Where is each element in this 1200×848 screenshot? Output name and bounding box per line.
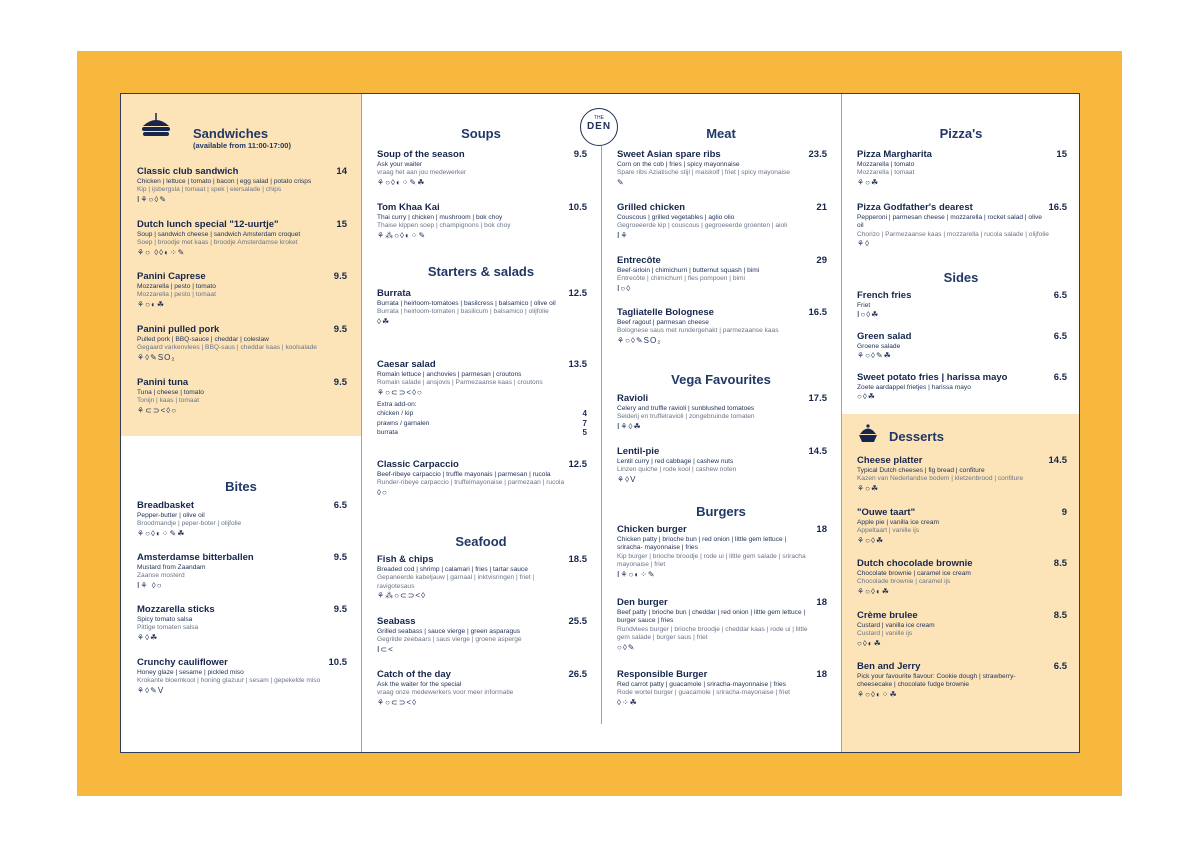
item-description-dutch: Soep | broodje met kaas | broodje Amsterdamse kroket — [137, 239, 298, 247]
item-description: Soup | sandwich cheese | sandwich Amsterdam croquet — [137, 231, 301, 238]
item-name: Tagliatelle Bolognese — [617, 307, 714, 318]
item-name: Den burger — [617, 597, 668, 608]
item-price: 12.5 — [568, 459, 587, 470]
menu-item — [617, 149, 827, 188]
item-price: 14 — [336, 166, 347, 177]
seafood-title: Seafood — [455, 534, 507, 549]
desserts-title: Desserts — [889, 429, 944, 444]
menu-item — [857, 610, 1067, 649]
item-name: Grilled chicken — [617, 202, 686, 213]
item-description: Mustard from Zaandam — [137, 564, 206, 571]
item-price: 8.5 — [1053, 610, 1067, 621]
item-name: Dutch lunch special "12-uurtje" — [137, 219, 279, 230]
item-price: 14.5 — [1048, 455, 1067, 466]
allergen-icons: ⚘○⊂⊃<◊ — [377, 697, 418, 707]
allergen-icons: ⚘○◊◐⁘✎☘ — [137, 528, 186, 538]
item-price: 14.5 — [808, 446, 827, 457]
item-description: Beef-sirloin | chimichurri | butternut squash | bimi — [617, 267, 760, 274]
item-description-dutch: Gegrilde zeebaars | saus vierge | groene asperge — [377, 636, 522, 644]
allergen-icons: ⚘○◊◐⁘✎☘ — [377, 177, 426, 187]
item-name: Seabass — [377, 616, 416, 627]
item-description: Couscous | grilled vegetables | aglio olio — [617, 214, 735, 221]
menu-item — [137, 377, 347, 416]
item-description: Romain lettuce | anchovies | parmesan | croutons — [377, 371, 522, 378]
allergen-icons: ○◊☘ — [857, 392, 876, 402]
item-name: Tom Khaa Kai — [377, 202, 440, 213]
item-price: 18 — [816, 597, 827, 608]
item-name: Burrata — [377, 288, 411, 299]
item-description: Grilled seabass | sauce vierge | green asparagus — [377, 628, 521, 635]
addon-row — [377, 409, 587, 418]
allergen-icons: ⚘○◐☘ — [137, 299, 166, 309]
item-description-dutch: Kip | ijsbergsla | tomaat | spek | eiersalade | chips — [137, 186, 282, 194]
allergen-icons: ⚘◊V — [617, 474, 637, 484]
allergen-icons: ⚘⁂○◊◐⁘✎ — [377, 230, 427, 240]
column-sandwiches-bites — [121, 94, 361, 752]
logo-main-text: DEN — [586, 121, 612, 132]
menu-item — [617, 393, 827, 432]
item-price: 25.5 — [568, 616, 587, 627]
menu-item — [377, 149, 587, 188]
addon-name: burrata — [377, 429, 398, 437]
item-price: 17.5 — [808, 393, 827, 404]
item-name: Panini Caprese — [137, 271, 206, 282]
allergen-icons: Ⅰ⊂< — [377, 644, 394, 654]
logo-small-text: THE — [594, 115, 604, 121]
item-description-dutch: Spare ribs Aziatische stijl | maiskolf | friet | spicy mayonaise — [617, 169, 790, 177]
item-description-dutch: Rundvlees burger | brioche broodje | cheddar kaas | rode ui | little gem salade | burger saus | friet — [617, 625, 808, 642]
item-name: Breadbasket — [137, 500, 195, 511]
item-price: 12.5 — [568, 288, 587, 299]
menu-item — [617, 446, 827, 485]
allergen-icons: ✎ — [617, 177, 625, 187]
item-price: 6.5 — [1053, 661, 1067, 672]
allergen-icons: ○◊◐☘ — [857, 638, 882, 648]
item-description-dutch: Bolognese saus met rundergehakt | parmezaanse kaas — [617, 327, 779, 335]
item-description-dutch: Linzen quiche | rode kool | cashew noten — [617, 466, 737, 474]
item-description-dutch: Rode wortel burger | guacamole | sriracha-mayonaise | friet — [617, 689, 790, 697]
item-name: Pizza Margharita — [857, 149, 932, 160]
item-description-dutch: Runder-ribeye carpaccio | truffelmayonaise | parmezaan | rucola — [377, 479, 565, 487]
item-price: 13.5 — [568, 359, 587, 370]
sandwiches-title: Sandwiches — [193, 126, 269, 141]
item-description: Pick your favourite flavour: Cookie dough | strawberry-cheesecake | chocolate fudge brownie — [857, 673, 1016, 689]
item-price: 9.5 — [573, 149, 587, 160]
item-description-dutch: Gegaard varkenvlees | BBQ-saus | cheddar kaas | koolsalade — [137, 344, 317, 352]
menu-item — [377, 202, 587, 241]
menu-item — [377, 669, 587, 708]
allergen-icons: ⚘⁂○⊂⊃<◊ — [377, 591, 427, 601]
allergen-icons: Ⅰ⚘ — [617, 230, 629, 240]
menu-item — [857, 661, 1067, 700]
item-name: "Ouwe taart" — [857, 507, 916, 518]
item-name: Entrecôte — [617, 255, 661, 266]
allergen-icons: ⚘◊✎V — [137, 685, 165, 695]
item-description-dutch: Gegroeeerde kip | couscous | gegroeeerde groenten | aioli — [617, 222, 788, 230]
item-name: Chicken burger — [617, 524, 687, 535]
meat-title: Meat — [706, 126, 736, 141]
item-description: Mozzarella | pesto | tomato — [137, 283, 216, 290]
addon-row — [377, 428, 587, 437]
menu-item — [137, 219, 347, 258]
menu-item — [377, 554, 587, 601]
item-description-dutch: Custard | vanille ijs — [857, 630, 913, 638]
item-name: Sweet Asian spare ribs — [617, 149, 721, 160]
item-description: Chocolate brownie | caramel ice cream — [857, 570, 971, 577]
allergen-icons: Ⅰ⚘○◐⁘✎ — [617, 569, 656, 579]
menu-item — [857, 558, 1067, 597]
allergen-icons: ◊☘ — [377, 316, 391, 326]
item-description-dutch: Entrecôte | chimichurri | fles pompoen | bimi — [617, 275, 745, 283]
menu-item — [137, 500, 347, 539]
sandwiches-subtitle: (available from 11:00-17:00) — [193, 141, 291, 150]
item-description: Breaded cod | shrimp | calamari | fries | tartar sauce — [377, 566, 528, 573]
item-name: Pizza Godfather's dearest — [857, 202, 973, 213]
menu-item — [137, 271, 347, 310]
column-pizzas-sides-desserts — [841, 94, 1080, 752]
item-name: Sweet potato fries | harissa mayo — [857, 372, 1008, 383]
item-description-dutch: vraag onze medewerkers voor meer informatie — [377, 689, 514, 697]
item-name: Responsible Burger — [617, 669, 708, 680]
item-description: Beef-ribeye carpaccio | truffle mayonais | parmesan | rucola — [377, 471, 551, 478]
item-description-dutch: Selderij en truffelravioli | zongebruinde tomaten — [617, 413, 755, 421]
item-description: Red carrot patty | guacamole | sriracha-mayonnaise | fries — [617, 681, 786, 688]
menu-item — [137, 604, 347, 643]
item-description-dutch: Kazen van Nederlandse bodem | kletzenbrood | confiture — [857, 475, 1024, 483]
menu-item — [137, 657, 347, 696]
item-description: Pulled pork | BBQ-sauce | cheddar | coleslaw — [137, 336, 269, 343]
item-description: Honey glaze | sesame | pickled miso — [137, 669, 244, 676]
dessert-icon — [857, 424, 879, 444]
item-name: Catch of the day — [377, 669, 451, 680]
item-description: Celery and truffle ravioli | sunblushed tomatoes — [617, 405, 755, 412]
item-name: Soup of the season — [377, 149, 465, 160]
menu-item — [857, 202, 1067, 249]
allergen-icons: ⚘◊✎SO₂ — [137, 352, 176, 362]
item-description: Ask your waiter — [377, 161, 423, 168]
item-name: Classic club sandwich — [137, 166, 239, 177]
menu-item — [617, 597, 827, 653]
item-description: Beef patty | brioche bun | cheddar | red onion | little gem lettuce | burger sauce | fries — [617, 609, 806, 625]
item-description-dutch: Tonijn | kaas | tomaat — [137, 397, 200, 405]
addon-price: 4 — [582, 409, 587, 419]
item-description-dutch: Chocolade brownie | caramel ijs — [857, 578, 951, 586]
item-description: Chicken patty | brioche bun | red onion | little gem lettuce | sriracha- mayonnaise | fries — [617, 536, 787, 552]
allergen-icons: Ⅰ○◊☘ — [857, 310, 880, 320]
item-description-dutch: Romain salade | ansjovis | Parmezaanse kaas | croutons — [377, 379, 543, 387]
menu-item — [857, 372, 1067, 402]
menu-item — [857, 455, 1067, 494]
item-description: Burrata | heirloom-tomatoes | basilcress | balsamico | olive oil — [377, 300, 556, 307]
allergen-icons: ⚘○⊂⊃<◊○ — [377, 387, 423, 397]
item-description-dutch: Appeltaart | vanille ijs — [857, 527, 920, 535]
addon-price: 7 — [582, 418, 587, 428]
item-description: Zoete aardappel frietjes | harissa mayo — [857, 384, 971, 391]
menu-item — [617, 307, 827, 346]
menu-item — [617, 669, 827, 708]
item-price: 18 — [816, 669, 827, 680]
item-price: 18.5 — [568, 554, 587, 565]
item-description: Pepperoni | parmesan cheese | mozzarella | rocket salad | olive oil — [857, 214, 1042, 230]
allergen-icons: ⚘○◊◐⁘☘ — [857, 689, 898, 699]
item-name: Caesar salad — [377, 359, 436, 370]
addon-label: Extra add-on: — [377, 400, 417, 408]
starters-title: Starters & salads — [427, 264, 535, 279]
allergen-icons: ⚘○◊◐☘ — [857, 586, 890, 596]
item-price: 9.5 — [333, 552, 347, 563]
item-description-dutch: Gepaneerde kabeljauw | garnaal | inktvisringen | friet | ravigotesaus — [377, 574, 535, 590]
item-description: Typical Dutch cheeses | fig bread | confiture — [857, 467, 985, 474]
item-price: 9.5 — [333, 377, 347, 388]
soups-title: Soups — [461, 126, 501, 141]
item-description-dutch: Broodmandje | peper-boter | olijfolie — [137, 520, 242, 528]
item-description-dutch: Mozzarella | tomaat — [857, 169, 915, 177]
allergen-icons: ⚘○◊☘ — [857, 535, 885, 545]
item-description: Beef ragout | parmesan cheese — [617, 319, 709, 326]
item-price: 21 — [816, 202, 827, 213]
item-price: 15 — [1056, 149, 1067, 160]
item-name: Crunchy cauliflower — [137, 657, 228, 668]
menu-item — [137, 324, 347, 363]
item-description-dutch: Kip burger | brioche broodje | rode ui | little gem salade | sriracha mayonaise | friet — [617, 552, 806, 569]
item-name: Classic Carpaccio — [377, 459, 459, 470]
allergen-icons: ⚘○☘ — [857, 483, 880, 493]
item-price: 10.5 — [328, 657, 347, 668]
item-description: Thai curry | chicken | mushroom | bok choy — [377, 214, 503, 221]
item-price: 6.5 — [1053, 290, 1067, 301]
item-description-dutch: Chorizo | Parmezaanse kaas | mozzarella | rucola salade | olijfolie — [857, 230, 1049, 238]
item-description-dutch: Mozzarella | pesto | tomaat — [137, 291, 216, 299]
menu-item — [857, 290, 1067, 320]
item-description: Mozzarella | tomato — [857, 161, 915, 168]
item-description-dutch: Thaise kippen soep | champignons | bok choy — [377, 222, 511, 230]
allergen-icons: ◊⁘☘ — [617, 697, 638, 707]
allergen-icons: Ⅰ○◊ — [617, 283, 632, 293]
menu-item — [857, 507, 1067, 546]
menu-item — [137, 166, 347, 205]
addon-name: chicken / kip — [377, 410, 414, 418]
menu-item — [617, 524, 827, 580]
vega-title: Vega Favourites — [671, 372, 771, 387]
item-name: Amsterdamse bitterballen — [137, 552, 254, 563]
allergen-icons: ⚘○◊✎☘ — [857, 351, 892, 361]
menu-item — [377, 459, 587, 498]
item-name: Ravioli — [617, 393, 649, 404]
allergen-icons: Ⅰ⚘◊☘ — [617, 421, 642, 431]
menu-item — [137, 552, 347, 591]
sides-title: Sides — [943, 270, 979, 285]
item-price: 18 — [816, 524, 827, 535]
item-name: Crème brulee — [857, 610, 918, 621]
bites-title: Bites — [225, 479, 257, 494]
addon-price: 5 — [582, 428, 587, 438]
item-description-dutch: vraag het aan jou medewerker — [377, 169, 467, 177]
item-price: 16.5 — [808, 307, 827, 318]
item-price: 6.5 — [1053, 372, 1067, 383]
menu-item — [377, 359, 587, 437]
menu-item — [857, 331, 1067, 361]
allergen-icons: Ⅰ⚘○◊✎ — [137, 194, 168, 204]
item-price: 9 — [1061, 507, 1067, 518]
item-description: Apple pie | vanilla ice cream — [857, 519, 939, 526]
item-description: Ask the waiter for the special — [377, 681, 462, 688]
item-price: 23.5 — [808, 149, 827, 160]
item-description: Custard | vanilla ice cream — [857, 622, 935, 629]
item-price: 10.5 — [568, 202, 587, 213]
item-description-dutch: Krokante bloemkool | honing glazuur | sesam | gepekelde miso — [137, 677, 321, 685]
item-name: Ben and Jerry — [857, 661, 921, 672]
allergen-icons: ⚘⊂⊃<◊○ — [137, 405, 178, 415]
addon-name: prawns / garnalen — [377, 419, 430, 427]
column-meat-vega-burgers — [601, 94, 841, 752]
allergen-icons: ⚘◊ — [857, 239, 871, 249]
menu-item — [857, 149, 1067, 188]
item-name: Cheese platter — [857, 455, 923, 466]
item-description: Friet — [857, 302, 871, 309]
item-price: 29 — [816, 255, 827, 266]
item-price: 26.5 — [568, 669, 587, 680]
allergen-icons: ◊○ — [377, 487, 388, 497]
item-price: 6.5 — [333, 500, 347, 511]
item-name: Dutch chocolade brownie — [857, 558, 973, 569]
allergen-icons: ⚘◊☘ — [137, 632, 159, 642]
item-description-dutch: Zaanse mosterd — [137, 572, 185, 580]
allergen-icons: ⚘○ ◊◊◐⁘✎ — [137, 247, 186, 257]
allergen-icons: ⚘○◊✎SO₂ — [617, 335, 662, 345]
the-den-logo — [580, 108, 618, 146]
item-description: Lentil curry | red cabbage | cashew nuts — [617, 458, 734, 465]
item-price: 9.5 — [333, 324, 347, 335]
addon-row — [377, 419, 587, 428]
item-name: French fries — [857, 290, 912, 301]
item-description: Tuna | cheese | tomato — [137, 389, 204, 396]
menu-item — [377, 616, 587, 655]
item-description: Pepper-butter | olive oil — [137, 512, 205, 519]
item-description: Chicken | lettuce | tomato | bacon | egg salad | potato crisps — [137, 178, 312, 185]
item-name: Panini tuna — [137, 377, 189, 388]
column-soups-starters-seafood — [361, 94, 601, 752]
item-price: 8.5 — [1053, 558, 1067, 569]
item-description: Groene salade — [857, 343, 901, 350]
item-name: Green salad — [857, 331, 912, 342]
menu-item — [617, 202, 827, 241]
item-name: Lentil-pie — [617, 446, 660, 457]
item-price: 15 — [336, 219, 347, 230]
item-description: Corn on the cob | fries | spicy mayonnaise — [617, 161, 740, 168]
burgers-title: Burgers — [696, 504, 746, 519]
allergen-icons: ○◊✎ — [617, 642, 636, 652]
allergen-icons: ⚘○☘ — [857, 177, 880, 187]
allergen-icons: Ⅰ⚘ ◊○ — [137, 580, 163, 590]
item-name: Panini pulled pork — [137, 324, 220, 335]
item-description-dutch: Pittige tomaten salsa — [137, 624, 199, 632]
item-price: 9.5 — [333, 271, 347, 282]
item-price: 6.5 — [1053, 331, 1067, 342]
item-name: Fish & chips — [377, 554, 434, 565]
item-price: 9.5 — [333, 604, 347, 615]
menu-card — [120, 93, 1080, 753]
sandwich-icon — [139, 112, 173, 140]
item-description-dutch: Burrata | heirloom-tomaten | basilicum | balsamico | olijfolie — [377, 308, 549, 316]
item-name: Mozzarella sticks — [137, 604, 215, 615]
menu-item — [617, 255, 827, 294]
pizzas-title: Pizza's — [939, 126, 983, 141]
item-price: 16.5 — [1048, 202, 1067, 213]
menu-item — [377, 288, 587, 327]
item-description: Spicy tomato salsa — [137, 616, 193, 623]
